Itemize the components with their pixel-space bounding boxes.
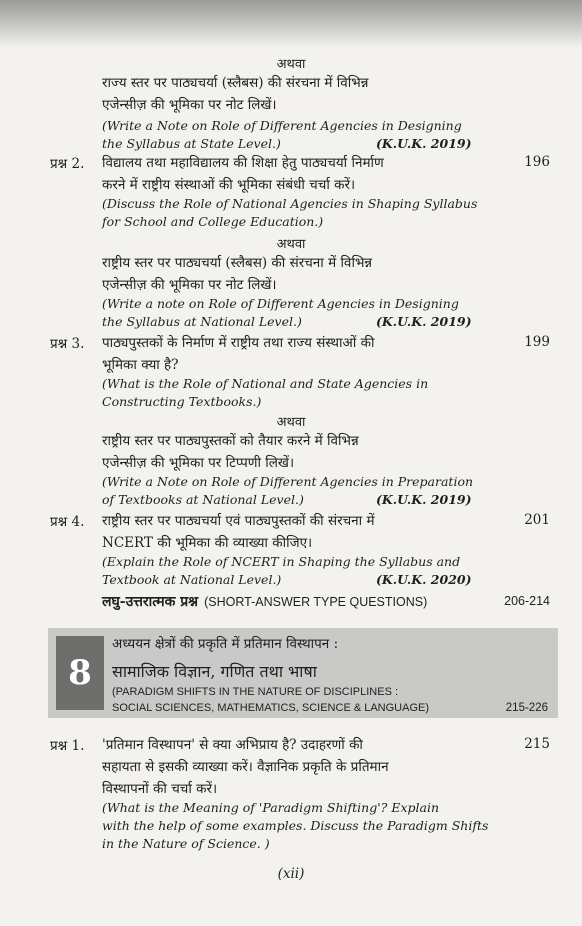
q2-hindi-line2: करने में राष्ट्रीय संस्थाओं की भूमिका संबंधी चर्चा करें। bbox=[102, 177, 356, 193]
chapter-title-english-line1: (PARADIGM SHIFTS IN THE NATURE OF DISCIPLINES : bbox=[112, 686, 399, 698]
ch8-q1-english-line3: in the Nature of Science. ) bbox=[102, 836, 270, 851]
page-number: 196 bbox=[524, 154, 550, 170]
or-separator: अथवा bbox=[276, 415, 306, 430]
q2-english-line1: (Discuss the Role of National Agencies in Shaping Syllabus bbox=[102, 196, 478, 211]
chapter-title-english-line2: SOCIAL SCIENCES, MATHEMATICS, SCIENCE & LANGUAGE) bbox=[112, 702, 430, 714]
q2-hindi-line1: विद्यालय तथा महाविद्यालय की शिक्षा हेतु पाठ्यचर्या निर्माण bbox=[102, 155, 384, 171]
or-separator: अथवा bbox=[276, 237, 306, 252]
q4-hindi-line2: NCERT की भूमिका की व्याख्या कीजिए। bbox=[102, 535, 313, 551]
or-separator: अथवा bbox=[276, 57, 306, 72]
chapter-title-hindi-line2: सामाजिक विज्ञान, गणित तथा भाषा bbox=[112, 662, 317, 681]
ch8-q1-hindi-line3: विस्थापनों की चर्चा करें। bbox=[102, 781, 218, 797]
question-label: प्रश्न 2. bbox=[50, 156, 85, 172]
ch8-q1-hindi-line1: 'प्रतिमान विस्थापन' से क्या अभिप्राय है? उदाहरणों की bbox=[102, 737, 363, 753]
q4-english-line1: (Explain the Role of NCERT in Shaping the Syllabus and bbox=[102, 554, 461, 569]
ch8-q1-english-line2: with the help of some examples. Discuss the Paradigm Shifts bbox=[102, 818, 489, 833]
chapter-page-range: 215-226 bbox=[505, 702, 548, 714]
question-label: प्रश्न 1. bbox=[50, 738, 85, 754]
exam-reference: (K.U.K. 2019) bbox=[376, 492, 472, 507]
q2-alt-hindi-line2: एजेन्सीज़ की भूमिका पर नोट लिखें। bbox=[102, 277, 277, 293]
q3-alt-english-line1: (Write a Note on Role of Different Agencies in Preparation bbox=[102, 474, 474, 489]
q3-alt-hindi-line1: राष्ट्रीय स्तर पर पाठ्यपुस्तकों को तैयार करने में विभिन्न bbox=[102, 433, 359, 449]
page-range: 206-214 bbox=[504, 594, 550, 608]
q2-alt-hindi-line1: राष्ट्रीय स्तर पर पाठ्यचर्या (स्लैबस) की संरचना में विभिन्न bbox=[102, 255, 373, 271]
q2-alt-english-line2: the Syllabus at National Level.) bbox=[102, 314, 302, 329]
ch8-q1-hindi-line2: सहायता से इसकी व्याख्या करें। वैज्ञानिक प्रकृति के प्रतिमान bbox=[102, 759, 389, 775]
exam-reference: (K.U.K. 2020) bbox=[376, 572, 472, 587]
q3-english-line1: (What is the Role of National and State Agencies in bbox=[102, 376, 429, 391]
q4-hindi-line1: राष्ट्रीय स्तर पर पाठ्यचर्या एवं पाठ्यपुस्तकों की संरचना में bbox=[102, 513, 375, 529]
chapter-title-hindi-line1: अध्ययन क्षेत्रों की प्रकृति में प्रतिमान विस्थापन : bbox=[112, 636, 339, 652]
q3-alt-english-line2: of Textbooks at National Level.) bbox=[102, 492, 304, 507]
short-answer-heading bbox=[102, 592, 427, 611]
question-label: प्रश्न 4. bbox=[50, 514, 85, 530]
q3-english-line2: Constructing Textbooks.) bbox=[102, 394, 262, 409]
q4-english-line2: Textbook at National Level.) bbox=[102, 572, 282, 587]
short-answer-hindi: लघु-उत्तरात्मक प्रश्न bbox=[102, 594, 199, 610]
question-label: प्रश्न 3. bbox=[50, 336, 85, 352]
chapter-number: 8 bbox=[56, 636, 104, 710]
short-answer-english: (SHORT-ANSWER TYPE QUESTIONS) bbox=[204, 595, 428, 609]
q2-alt-english-line1: (Write a note on Role of Different Agencies in Designing bbox=[102, 296, 459, 311]
q3-hindi-line2: भूमिका क्या है? bbox=[102, 357, 179, 373]
q1-alt-english-line2: the Syllabus at State Level.) bbox=[102, 136, 281, 151]
page-number: 201 bbox=[524, 512, 550, 528]
exam-reference: (K.U.K. 2019) bbox=[376, 314, 472, 329]
q1-alt-english-line1: (Write a Note on Role of Different Agencies in Designing bbox=[102, 118, 462, 133]
chapter-8-header bbox=[48, 628, 558, 718]
page-number: 199 bbox=[524, 334, 550, 350]
page-number: 215 bbox=[524, 736, 550, 752]
q1-alt-hindi-line1: राज्य स्तर पर पाठ्यचर्या (स्लैबस) की संरचना में विभिन्न bbox=[102, 75, 369, 91]
footer-page-number: (xii) bbox=[277, 866, 305, 882]
exam-reference: (K.U.K. 2019) bbox=[376, 136, 472, 151]
q1-alt-hindi-line2: एजेन्सीज़ की भूमिका पर नोट लिखें। bbox=[102, 97, 277, 113]
q2-english-line2: for School and College Education.) bbox=[102, 214, 324, 229]
q3-alt-hindi-line2: एजेन्सीज़ की भूमिका पर टिप्पणी लिखें। bbox=[102, 455, 295, 471]
ch8-q1-english-line1: (What is the Meaning of 'Paradigm Shifting'? Explain bbox=[102, 800, 439, 815]
q3-hindi-line1: पाठ्यपुस्तकों के निर्माण में राष्ट्रीय तथा राज्य संस्थाओं की bbox=[102, 335, 375, 351]
